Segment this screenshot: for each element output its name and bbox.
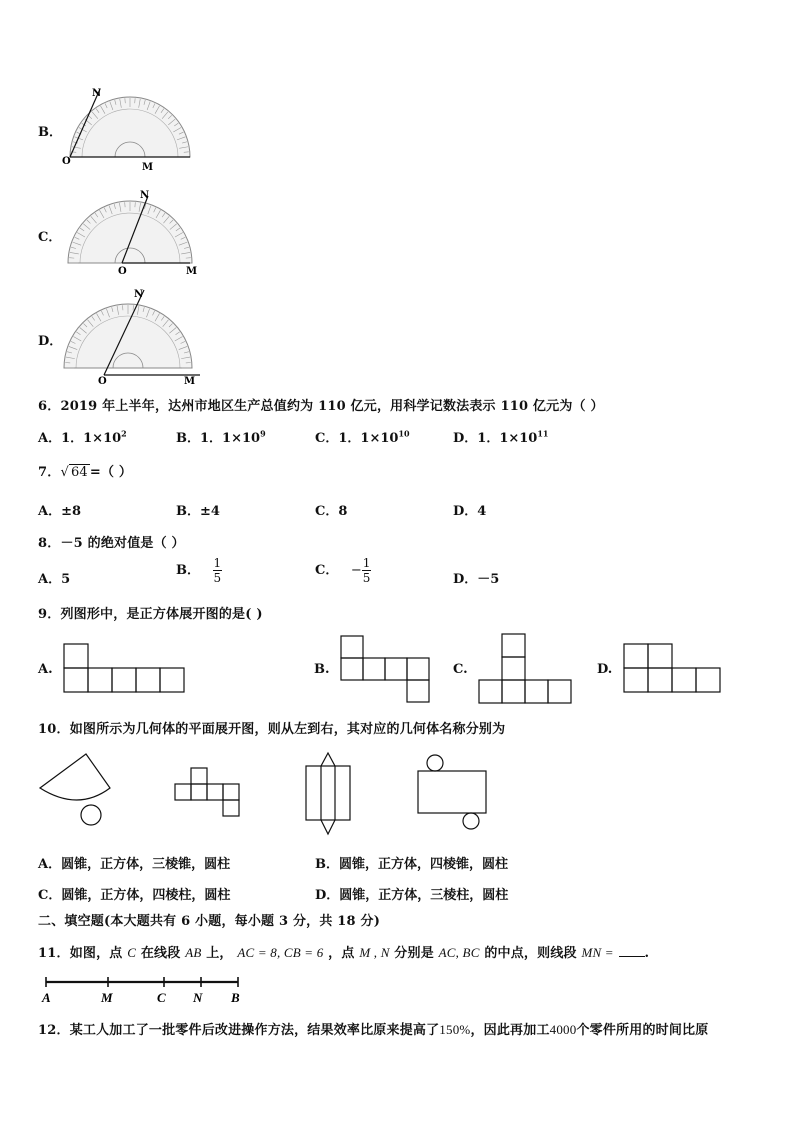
q12-stem: 12．某工人加工了一批零件后改进操作方法，结果效率比原来提高了150%，因此再加工4000个零件所用的时间比原 <box>38 1022 709 1038</box>
cube-net-d <box>623 643 723 693</box>
q9-option-b: B. <box>314 662 330 677</box>
q7-stem: 7．√ 64 =（ ） <box>38 465 133 480</box>
q5-option-d: D． <box>38 334 63 349</box>
label-m: M <box>184 376 196 387</box>
q10-stem: 10．如图所示为几何体的平面展开图，则从左到右，其对应的几何体名称分别为 <box>38 722 506 737</box>
protractor-d <box>60 288 210 388</box>
q11-stem: 11．如图，点 C 在线段 AB 上， AC = 8, CB = 6 ，点 M , N 分别是 AC, BC 的中点，则线段 MN = . <box>38 945 650 961</box>
section-heading: 二、填空题(本大题共有 6 小题，每小题 3 分，共 18 分) <box>38 914 381 929</box>
q6-option-a: A．1．$1\times 10^2$ <box>38 428 127 446</box>
label-m: M <box>186 266 198 277</box>
q8-stem: 8．－5 的绝对值是（ ） <box>38 536 185 551</box>
label-c: C <box>157 990 166 1005</box>
q8-option-a: A．5 <box>38 572 71 587</box>
q7-option-c: C．8 <box>315 504 348 519</box>
label-m: M <box>101 990 113 1005</box>
net-cube <box>174 767 242 819</box>
cube-net-b <box>340 635 432 703</box>
q5-option-c: C． <box>38 230 62 245</box>
label-n: N <box>92 88 102 99</box>
q9-option-a: A. <box>38 662 53 677</box>
net-cylinder <box>414 752 490 834</box>
protractor-c <box>60 186 210 281</box>
sqrt-symbol: √ <box>60 465 69 480</box>
net-prism <box>302 752 354 836</box>
label-o: O <box>62 156 71 167</box>
cube-net-a <box>63 643 187 693</box>
q9-stem: 9．列图形中，是正方体展开图的是( ) <box>38 607 263 622</box>
answer-blank <box>619 944 645 957</box>
q9-option-d: D. <box>597 662 613 677</box>
label-b: B <box>231 990 240 1005</box>
q8-option-d: D．－5 <box>453 572 500 587</box>
net-cone <box>38 752 114 830</box>
q10-option-c: C．圆锥，正方体，四棱柱，圆柱 <box>38 888 231 903</box>
q8-option-c: C． − $\frac{1}{5}$ <box>315 556 371 585</box>
label-o: O <box>98 376 107 387</box>
cube-net-c <box>478 633 574 705</box>
label-n: N <box>193 990 203 1005</box>
q7-option-a: A．±8 <box>38 504 82 519</box>
q6-option-c: C．1．$1\times 10^{10}$ <box>315 428 410 446</box>
q5-option-b: B． <box>38 125 62 140</box>
q10-option-b: B．圆锥，正方体，四棱锥，圆柱 <box>315 857 508 872</box>
q6-option-d: D．1．$1\times 10^{11}$ <box>453 428 549 446</box>
label-n: N <box>140 190 150 201</box>
q10-option-a: A．圆锥，正方体，三棱锥，圆柱 <box>38 857 231 872</box>
label-m: M <box>142 162 154 173</box>
q9-option-c: C. <box>453 662 468 677</box>
protractor-b <box>60 84 200 179</box>
q6-stem: 6．2019 年上半年，达州市地区生产总值约为 110 亿元，用科学记数法表示 110 亿元为（ ） <box>38 399 604 414</box>
sqrt-radicand: 64 <box>70 465 88 480</box>
fraction: $\frac{1}{5}$ <box>213 556 222 585</box>
label-n: N <box>134 289 144 300</box>
q7-option-b: B．±4 <box>176 504 220 519</box>
q6-option-b: B．1．$1\times 10^9$ <box>176 428 266 446</box>
label-o: O <box>118 266 127 277</box>
fraction: $\frac{1}{5}$ <box>362 556 371 585</box>
segment-diagram <box>40 972 250 1006</box>
label-a: A <box>42 990 51 1005</box>
q10-option-d: D．圆锥，正方体，三棱柱，圆柱 <box>315 888 509 903</box>
q7-option-d: D．4 <box>453 504 487 519</box>
q8-option-b: B． $\frac{1}{5}$ <box>176 556 222 585</box>
